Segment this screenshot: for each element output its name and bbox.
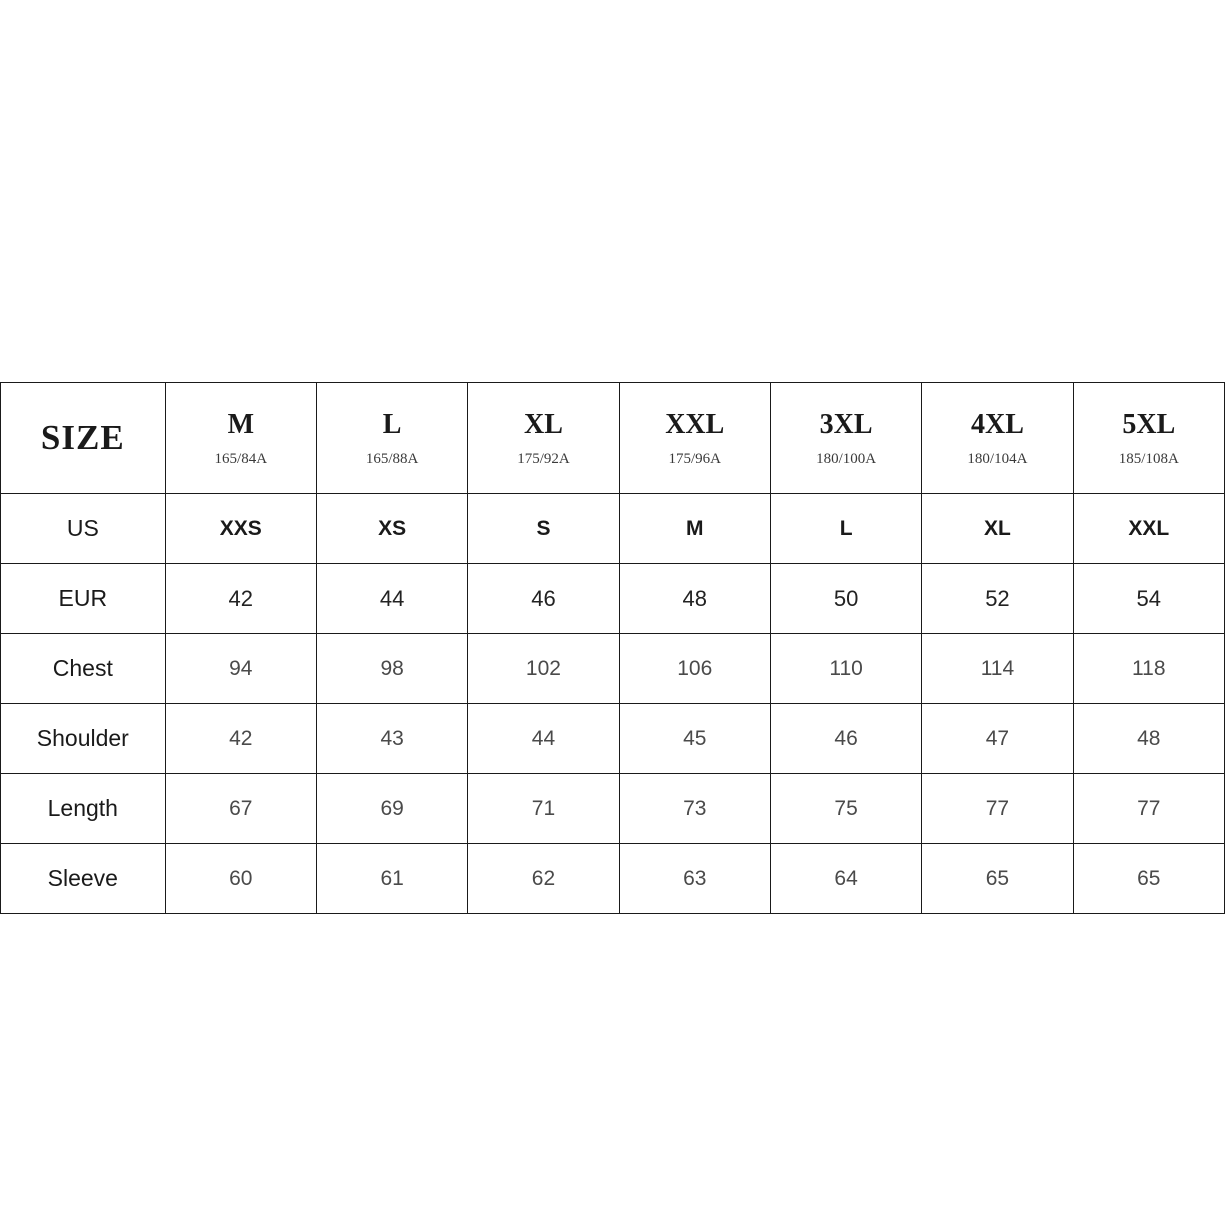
cell-value: 63 xyxy=(683,866,707,890)
cell-chest-1 xyxy=(316,634,467,704)
row-label-text: Sleeve xyxy=(47,865,118,891)
cell-sleeve-2 xyxy=(468,844,619,914)
header-measure-3: 175/96A xyxy=(668,450,722,467)
cell-value: 94 xyxy=(229,656,253,680)
header-cell-3 xyxy=(619,383,770,494)
row-label-text: Chest xyxy=(52,655,113,681)
cell-value: 52 xyxy=(985,585,1010,611)
cell-us-5 xyxy=(922,494,1073,564)
header-size-2: XL xyxy=(523,409,563,441)
row-label-shoulder xyxy=(1,704,166,774)
header-cell-0 xyxy=(165,383,316,494)
cell-value: 64 xyxy=(834,866,858,890)
cell-value: 77 xyxy=(1137,796,1161,820)
cell-value: 102 xyxy=(525,656,561,680)
cell-length-3 xyxy=(619,774,770,844)
table-row xyxy=(1,704,1225,774)
cell-value: 65 xyxy=(985,866,1010,890)
cell-value: 71 xyxy=(531,796,556,820)
cell-value: S xyxy=(536,516,551,540)
cell-value: 73 xyxy=(683,796,707,820)
cell-value: 110 xyxy=(829,656,863,680)
cell-value: 54 xyxy=(1136,585,1162,611)
cell-value: 48 xyxy=(1137,726,1161,750)
cell-value: L xyxy=(839,516,853,540)
cell-length-4 xyxy=(770,774,921,844)
cell-value: 114 xyxy=(980,656,1015,680)
cell-sleeve-1 xyxy=(316,844,467,914)
row-label-length xyxy=(1,774,166,844)
cell-us-1 xyxy=(316,494,467,564)
cell-value: 50 xyxy=(833,585,859,611)
cell-sleeve-4 xyxy=(770,844,921,914)
cell-chest-3 xyxy=(619,634,770,704)
cell-eur-5 xyxy=(922,564,1073,634)
cell-eur-1 xyxy=(316,564,467,634)
cell-length-6 xyxy=(1073,774,1224,844)
cell-value: XL xyxy=(984,516,1011,540)
table-row xyxy=(1,564,1225,634)
size-title-cell xyxy=(1,383,166,494)
cell-shoulder-6 xyxy=(1073,704,1224,774)
cell-value: 62 xyxy=(531,866,556,890)
cell-eur-0 xyxy=(165,564,316,634)
cell-length-0 xyxy=(165,774,316,844)
cell-value: 98 xyxy=(380,656,404,680)
header-measure-0: 165/84A xyxy=(214,450,268,467)
row-label-text: Shoulder xyxy=(36,725,129,751)
cell-shoulder-4 xyxy=(770,704,921,774)
cell-value: 46 xyxy=(531,585,556,611)
cell-us-3 xyxy=(619,494,770,564)
header-cell-6 xyxy=(1073,383,1224,494)
cell-value: XS xyxy=(378,516,407,540)
cell-shoulder-1 xyxy=(316,704,467,774)
header-measure-1: 165/88A xyxy=(365,450,419,467)
cell-shoulder-0 xyxy=(165,704,316,774)
cell-shoulder-5 xyxy=(922,704,1073,774)
cell-sleeve-3 xyxy=(619,844,770,914)
cell-value: 61 xyxy=(380,866,404,890)
row-label-text: EUR xyxy=(58,585,108,611)
cell-value: 43 xyxy=(380,726,404,750)
cell-chest-0 xyxy=(165,634,316,704)
cell-value: 106 xyxy=(677,656,713,680)
cell-value: XXS xyxy=(219,516,262,540)
table-row xyxy=(1,774,1225,844)
row-label-text: Length xyxy=(47,795,118,821)
cell-chest-4 xyxy=(770,634,921,704)
header-cell-1 xyxy=(316,383,467,494)
cell-eur-6 xyxy=(1073,564,1224,634)
cell-us-0 xyxy=(165,494,316,564)
header-cell-4 xyxy=(770,383,921,494)
cell-value: 44 xyxy=(379,585,405,611)
cell-chest-5 xyxy=(922,634,1073,704)
cell-value: 65 xyxy=(1137,866,1161,890)
cell-us-2 xyxy=(468,494,619,564)
header-measure-4: 180/100A xyxy=(816,450,877,467)
cell-value: 47 xyxy=(985,726,1010,750)
row-label-chest xyxy=(1,634,166,704)
cell-eur-3 xyxy=(619,564,770,634)
cell-sleeve-5 xyxy=(922,844,1073,914)
row-label-text: US xyxy=(66,515,99,541)
header-size-5: 4XL xyxy=(970,409,1024,441)
cell-chest-6 xyxy=(1073,634,1224,704)
header-size-0: M xyxy=(227,409,254,441)
size-chart xyxy=(0,382,1225,914)
cell-length-1 xyxy=(316,774,467,844)
cell-length-2 xyxy=(468,774,619,844)
cell-value: 48 xyxy=(682,585,708,611)
cell-value: 67 xyxy=(229,796,253,820)
header-measure-6: 185/108A xyxy=(1118,450,1179,467)
cell-value: 44 xyxy=(531,726,556,750)
header-size-3: XXL xyxy=(665,409,725,441)
cell-chest-2 xyxy=(468,634,619,704)
cell-eur-2 xyxy=(468,564,619,634)
table-header-row xyxy=(1,383,1225,494)
header-cell-2 xyxy=(468,383,619,494)
cell-value: XXL xyxy=(1128,516,1170,540)
row-label-us xyxy=(1,494,166,564)
cell-us-6 xyxy=(1073,494,1224,564)
cell-value: 75 xyxy=(834,796,858,820)
page-title: SIZE xyxy=(40,418,125,457)
cell-length-5 xyxy=(922,774,1073,844)
header-cell-5 xyxy=(922,383,1073,494)
header-size-4: 3XL xyxy=(819,409,873,441)
table-row xyxy=(1,634,1225,704)
cell-sleeve-0 xyxy=(165,844,316,914)
header-size-6: 5XL xyxy=(1122,409,1176,441)
cell-eur-4 xyxy=(770,564,921,634)
header-measure-5: 180/104A xyxy=(967,450,1028,467)
cell-shoulder-3 xyxy=(619,704,770,774)
cell-value: 42 xyxy=(229,726,253,750)
row-label-sleeve xyxy=(1,844,166,914)
size-chart-table xyxy=(0,382,1225,914)
header-size-1: L xyxy=(382,409,402,441)
cell-value: 60 xyxy=(229,866,253,890)
cell-value: 42 xyxy=(228,585,254,611)
row-label-eur xyxy=(1,564,166,634)
cell-value: 69 xyxy=(380,796,404,820)
table-row xyxy=(1,494,1225,564)
cell-shoulder-2 xyxy=(468,704,619,774)
table-row xyxy=(1,844,1225,914)
cell-value: 118 xyxy=(1132,656,1166,680)
cell-value: 45 xyxy=(683,726,707,750)
cell-value: M xyxy=(686,516,704,540)
cell-sleeve-6 xyxy=(1073,844,1224,914)
cell-value: 46 xyxy=(834,726,858,750)
cell-value: 77 xyxy=(985,796,1010,820)
cell-us-4 xyxy=(770,494,921,564)
header-measure-2: 175/92A xyxy=(517,450,570,467)
